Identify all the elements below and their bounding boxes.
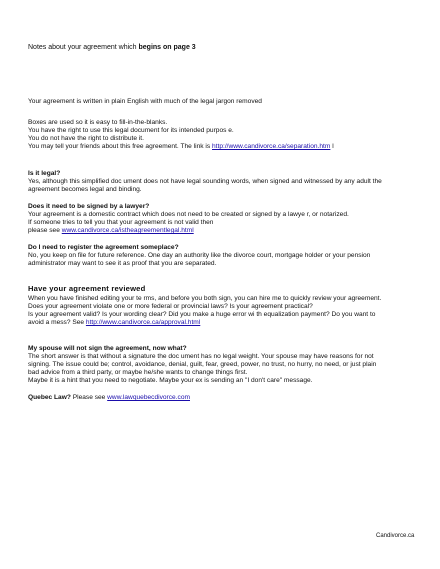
intro-line-4: You do not have the right to distribute it. bbox=[28, 135, 144, 142]
page-header bbox=[28, 44, 196, 52]
spouse-heading: My spouse will not sign the agreement, now what? bbox=[28, 345, 187, 352]
intro-line-2: Boxes are used so it is easy to fill-in-the-blanks. bbox=[28, 119, 168, 126]
reviewed-line-4-prefix: avoid a mess? See bbox=[28, 319, 86, 326]
reviewed-heading: Have your agreement reviewed bbox=[28, 284, 146, 293]
footer-brand: Candivorce.ca bbox=[376, 533, 415, 539]
lawyer-line-1: Your agreement is a domestic contract which does not need to be created or signed by a lawye r, or notarized. bbox=[28, 211, 349, 218]
intro-line-3: You have the right to use this legal document for its intended purpos e. bbox=[28, 127, 234, 134]
agreement-legal-link[interactable]: www.candivorce.ca/istheagreementlegal.html bbox=[61, 227, 194, 234]
spouse-line-1: The short answer is that without a signature the doc ument has no legal weight. Your spouse may have reasons for not bbox=[28, 353, 374, 360]
header-emphasis: begins on page 3 bbox=[138, 44, 196, 51]
register-line-2: administrator may want to see it as proof that you are separated. bbox=[28, 260, 217, 267]
lawyer-heading: Does it need to be signed by a lawyer? bbox=[28, 203, 150, 210]
legal-heading: Is it legal? bbox=[28, 170, 61, 177]
intro-line-5-prefix: You may tell your friends about this free agreement. The link is bbox=[28, 143, 212, 150]
reviewed-line-1: When you have finished editing your te rms, and before you both sign, you can hire me to quickly review your agreement. bbox=[28, 295, 382, 302]
quebec-line bbox=[28, 394, 190, 402]
lawyer-line-2: If someone tries to tell you that your agreement is not valid then bbox=[28, 219, 214, 226]
quebec-text: Please see bbox=[70, 394, 108, 401]
intro-line-1: Your agreement is written in plain English with much of the legal jargon removed bbox=[28, 98, 262, 105]
quebec-heading: Quebec Law? bbox=[28, 394, 71, 401]
register-heading: Do I need to register the agreement someplace? bbox=[28, 244, 179, 251]
lawyer-line-3-prefix: please see bbox=[28, 227, 62, 234]
header-prefix: Notes about your agreement which bbox=[28, 44, 139, 51]
spouse-line-3: bad advice from a third party, or maybe he/she wants to change things first. bbox=[28, 369, 248, 376]
reviewed-line-2: Does your agreement violate one or more federal or provincial laws? Is your agreement practical? bbox=[28, 303, 313, 310]
spouse-line-4: Maybe it is a hint that you need to negotiate. Maybe your ex is sending an "I don't care" message. bbox=[28, 377, 313, 384]
register-line-1: No, you keep on file for future reference. One day an authority like the divorce court, mortgage holder or your pension bbox=[28, 252, 371, 259]
intro-line-5 bbox=[28, 143, 334, 151]
separation-link[interactable]: http://www.candivorce.ca/separation.htm bbox=[212, 143, 331, 150]
reviewed-line-4 bbox=[28, 319, 200, 327]
approval-link[interactable]: http://www.candivorce.ca/approval.html bbox=[85, 319, 201, 326]
quebec-link[interactable]: www.lawquebecdivorce.com bbox=[107, 394, 190, 401]
legal-line-1: Yes, although this simplified doc ument does not have legal sounding words, when signed and witnessed by any adult the bbox=[28, 178, 382, 185]
legal-line-2: agreement becomes legal and binding. bbox=[28, 186, 142, 193]
reviewed-line-3: Is your agreement valid? Is your wording clear? Did you make a huge error wi th equalization payment? Do you want to bbox=[28, 311, 376, 318]
spouse-line-2: signing. The issue could be; control, avoidance, denial, guilt, fear, greed, power, no trust, no hurry, no need, or just plain bbox=[28, 361, 377, 368]
lawyer-line-3 bbox=[28, 227, 194, 235]
intro-line-5-suffix: l bbox=[330, 143, 334, 150]
